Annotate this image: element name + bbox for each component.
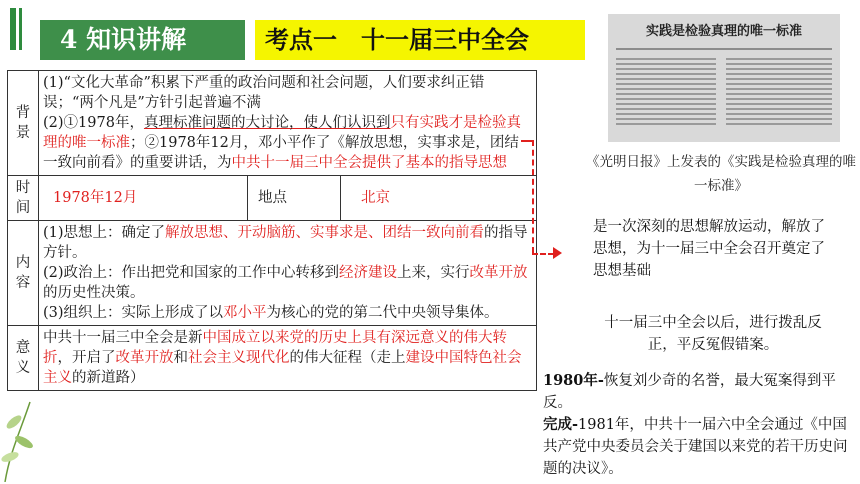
label-content: 内容 — [8, 221, 39, 326]
meaning-c: ，开启了 — [57, 350, 116, 366]
label-time: 时间 — [8, 176, 39, 221]
background-p2c: 只有实践才是检验真理的唯一标准 — [43, 115, 521, 151]
note4-label: 完成- — [543, 416, 579, 433]
meaning-g: 的伟大征程（走上 — [289, 350, 406, 366]
section-title: 4 知识讲解 — [40, 20, 245, 60]
row-background — [8, 71, 537, 176]
label-place: 地点 — [248, 176, 341, 221]
newspaper-rule — [616, 48, 832, 50]
connector-dash — [532, 253, 554, 255]
cell-meaning — [39, 326, 537, 391]
content-3b: 邓小平 — [223, 305, 267, 321]
connector-dash — [521, 140, 532, 142]
topic-title: 考点一 十一届三中全会 — [255, 20, 585, 60]
background-p2e: 中共十一届三中全会提供了基本的指导思想 — [231, 155, 507, 171]
meaning-h: 建设中国特色社会主义 — [43, 350, 522, 386]
note3-year: 1980年- — [543, 372, 604, 389]
background-p2b: 真理标准问题的大讨论，使人们认识到 — [143, 115, 391, 131]
content-2e: 的历史性决策。 — [43, 285, 145, 301]
newspaper-image — [608, 14, 840, 142]
newspaper-caption: 《光明日报》上发表的《实践是检验真理的唯一标准》 — [586, 154, 856, 194]
content-1a: (1)思想上：确定了 — [43, 225, 166, 241]
meaning-i: 的新道路） — [72, 370, 145, 386]
note-rectification: 十一届三中全会以后，进行拨乱反正，平反冤假错案。 — [604, 315, 822, 353]
decor-bar-thin — [19, 8, 22, 50]
newspaper-column — [726, 58, 832, 128]
arrow-right-icon — [553, 247, 562, 259]
note-thought-liberation: 是一次深刻的思想解放运动，解放了思想，为十一届三中全会召开奠定了思想基础 — [593, 219, 825, 279]
content-3a: (3)组织上：实际上形成了以 — [43, 305, 224, 321]
decor-bar — [10, 8, 16, 50]
background-p2a: (2)①1978年， — [43, 115, 144, 131]
knowledge-table — [7, 70, 537, 391]
meaning-e: 和 — [173, 350, 188, 366]
label-background: 背景 — [8, 71, 39, 176]
cell-background — [39, 71, 537, 176]
content-2c: 上来，实行 — [397, 265, 470, 281]
row-time — [8, 176, 537, 221]
background-p1: (1)“文化大革命”积累下严重的政治问题和社会问题，人们要求纠正错误；“两个凡是”方针引起普遍不满 — [43, 75, 485, 111]
content-2b: 经济建设 — [339, 265, 398, 281]
note3-text: 恢复刘少奇的名誉，最大冤案得到平反。 — [543, 373, 836, 411]
time-value: 1978年12月 — [39, 176, 248, 221]
newspaper-headline: 实践是检验真理的唯一标准 — [645, 24, 802, 39]
meaning-f: 社会主义现代化 — [188, 350, 290, 366]
meaning-a: 中共十一届三中全会是新 — [43, 330, 203, 346]
content-1b: 解放思想、开动脑筋、实事求是、团结一致向前看 — [165, 225, 485, 241]
content-2a: (2)政治上：作出把党和国家的工作中心转移到 — [43, 265, 340, 281]
newspaper-column — [616, 58, 716, 128]
row-meaning — [8, 326, 537, 391]
background-p2d: ；②1978年12月，邓小平作了《解放思想，实事求是，团结一致向前看》的重要讲话，为 — [43, 135, 519, 171]
cell-content — [39, 221, 537, 326]
content-1c: 的指导方针。 — [43, 225, 528, 261]
content-3c: 为核心的党的第二代中央领导集体。 — [266, 305, 499, 321]
leaf-decoration-icon — [0, 382, 38, 482]
note-rehabilitation — [543, 370, 855, 480]
connector-dash — [532, 140, 534, 253]
label-meaning: 意义 — [8, 326, 39, 391]
place-value: 北京 — [341, 176, 537, 221]
row-content — [8, 221, 537, 326]
meaning-b: 中国成立以来党的历史上具有深远意义的伟大转折 — [43, 330, 507, 366]
content-2d: 改革开放 — [469, 265, 528, 281]
meaning-d: 改革开放 — [115, 350, 174, 366]
note4-text: 1981年，中共十一届六中全会通过《中国共产党中央委员会关于建国以来党的若干历史问题的决议》。 — [543, 417, 848, 477]
